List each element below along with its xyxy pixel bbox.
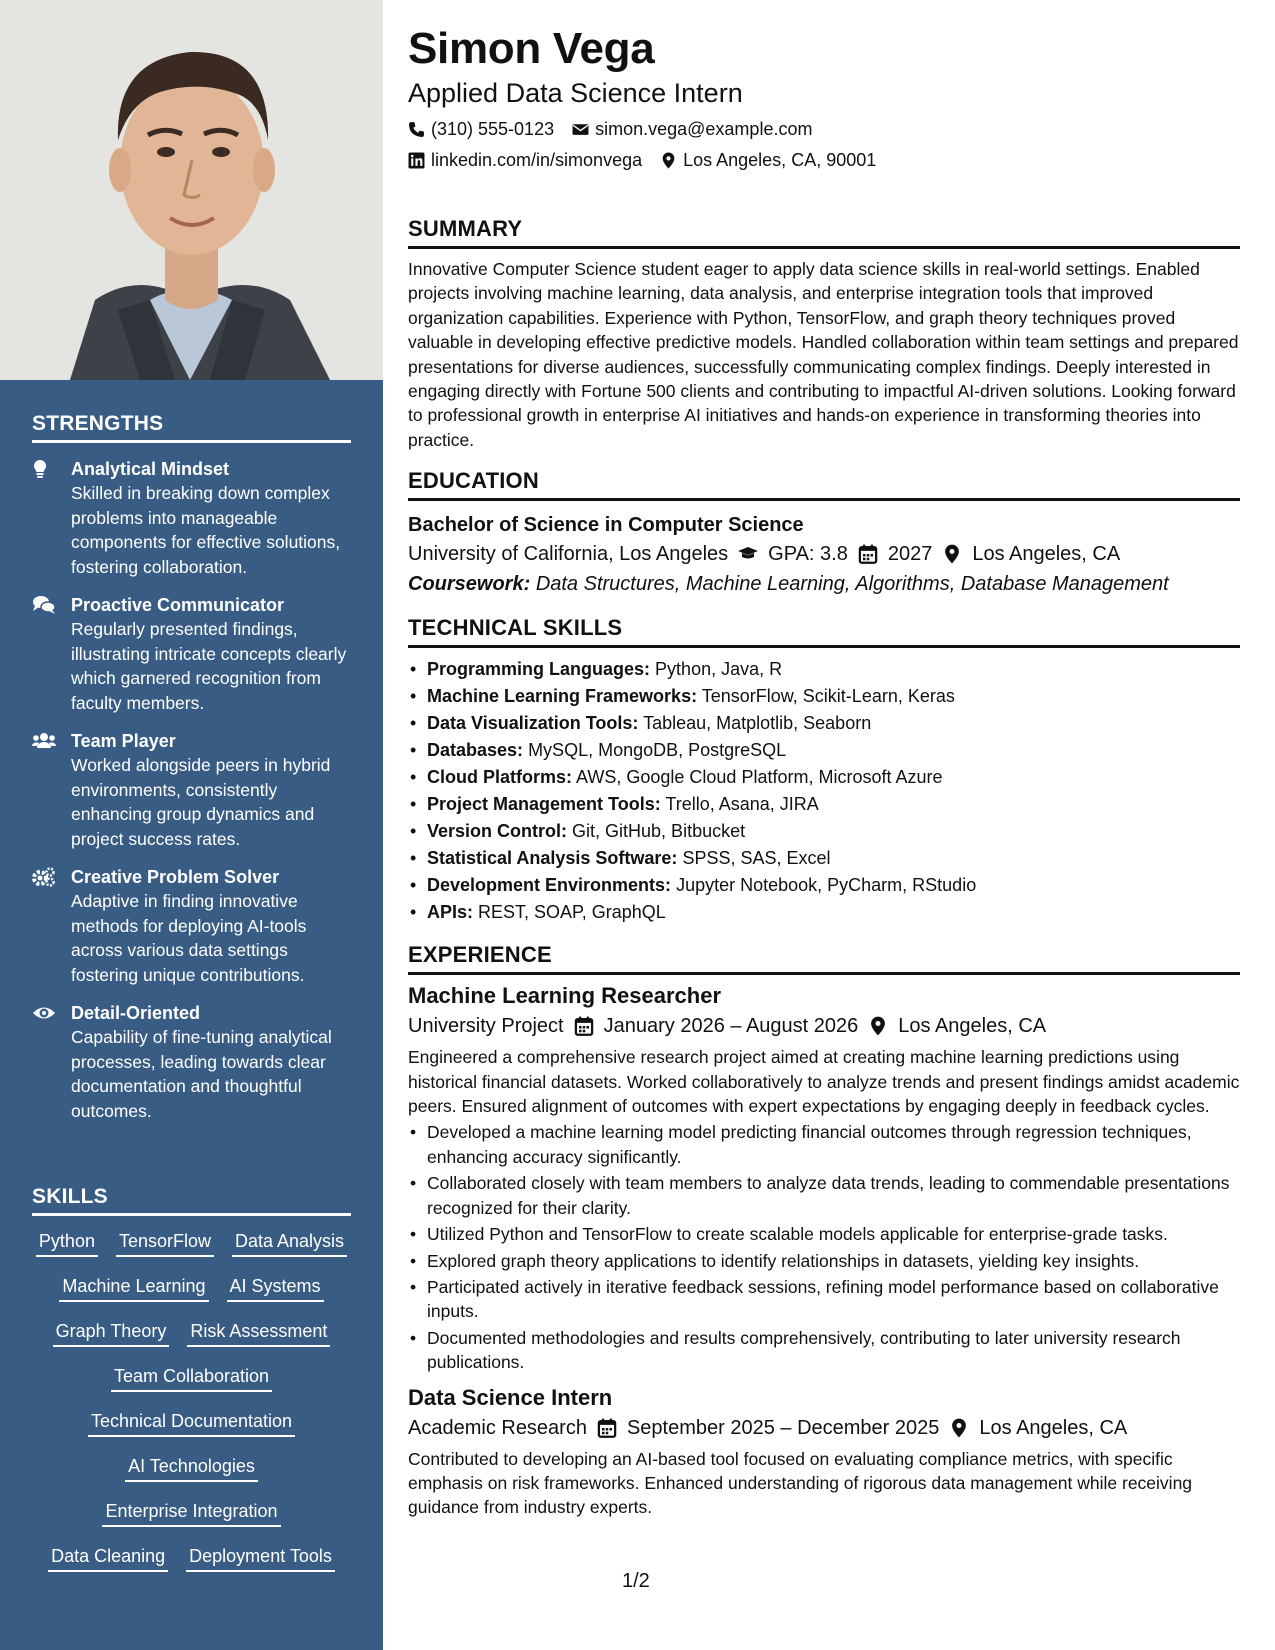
skill-values: Python, Java, R xyxy=(655,659,783,680)
summary-heading: SUMMARY xyxy=(408,216,1240,249)
list-item xyxy=(408,899,1240,926)
list-item xyxy=(408,791,1240,818)
comments-icon xyxy=(32,595,56,615)
list-item xyxy=(408,683,1240,710)
calendar-icon xyxy=(858,544,878,564)
candidate-role: Applied Data Science Intern xyxy=(408,78,743,108)
skill-category: Project Management Tools: xyxy=(427,794,661,815)
job-meta xyxy=(408,1413,1240,1443)
lightbulb-icon xyxy=(32,459,56,479)
skill-tag: Data Cleaning xyxy=(48,1545,168,1572)
strength-text: Skilled in breaking down complex problems into manageable components for effective solutions, fostering collaboration. xyxy=(71,483,341,577)
list-item: • Collaborated closely with team members to analyze data trends, leading to commendable presentations recognized for their clarity. xyxy=(408,1171,1240,1220)
job-description: Engineered a comprehensive research project aimed at creating machine learning predictions using historical financial datasets. Worked collaboratively to analyze trends and present findings amidst academic peers. Ensured alignment of outcomes with expert expectations by engaging deeply in feedback cycles. xyxy=(408,1047,1240,1117)
skill-tag: TensorFlow xyxy=(116,1230,214,1257)
map-pin-icon xyxy=(949,1418,969,1438)
location-text: Los Angeles, CA, 90001 xyxy=(683,150,877,170)
map-pin-icon xyxy=(868,1016,888,1036)
skill-values: SPSS, SAS, Excel xyxy=(682,848,831,869)
strength-title: Detail-Oriented xyxy=(71,1003,201,1023)
skill-category: Databases: xyxy=(427,740,524,761)
profile-photo xyxy=(0,0,383,380)
gears-icon xyxy=(32,867,56,887)
phone-text: (310) 555-0123 xyxy=(431,119,555,139)
map-pin-icon xyxy=(660,152,677,169)
job-org: Academic Research xyxy=(408,1416,587,1439)
skill-values: Trello, Asana, JIRA xyxy=(665,794,819,815)
job-meta xyxy=(408,1011,1240,1041)
technical-skills-list xyxy=(408,656,1240,926)
skill-category: Machine Learning Frameworks: xyxy=(427,686,698,707)
year-text: 2027 xyxy=(887,543,933,566)
strength-title: Team Player xyxy=(71,731,176,751)
skill-category: Development Environments: xyxy=(427,875,672,896)
email-contact[interactable] xyxy=(572,117,812,141)
skill-category: Cloud Platforms: xyxy=(427,767,573,788)
main-content xyxy=(408,22,1240,1520)
skill-values: TensorFlow, Scikit-Learn, Keras xyxy=(701,686,955,707)
job-entry xyxy=(408,981,1240,1374)
education-section xyxy=(408,468,1240,599)
coursework-text: Data Structures, Machine Learning, Algorithms, Database Management xyxy=(535,573,1169,596)
skill-values: AWS, Google Cloud Platform, Microsoft Azure xyxy=(576,767,943,788)
email-text: simon.vega@example.com xyxy=(595,119,813,139)
skill-tag: Deployment Tools xyxy=(186,1545,335,1572)
list-item xyxy=(408,656,1240,683)
skill-category: APIs: xyxy=(427,902,474,923)
skill-category: Version Control: xyxy=(427,821,568,842)
linkedin-contact[interactable] xyxy=(408,148,642,172)
education-heading: EDUCATION xyxy=(408,468,1240,501)
skill-tag: AI Systems xyxy=(227,1275,324,1302)
year-item xyxy=(858,539,933,569)
skills-heading: SKILLS xyxy=(32,1185,351,1216)
users-icon xyxy=(32,731,56,751)
contact-row xyxy=(408,117,1240,141)
edu-location-text: Los Angeles, CA xyxy=(972,543,1121,566)
job-location-item xyxy=(949,1413,1127,1443)
skill-tag: Enterprise Integration xyxy=(102,1500,280,1527)
skill-tag: AI Technologies xyxy=(125,1455,258,1482)
experience-section xyxy=(408,942,1240,1520)
skill-category: Data Visualization Tools: xyxy=(427,713,639,734)
job-dates: September 2025 – December 2025 xyxy=(626,1416,940,1439)
graduation-cap-icon xyxy=(738,544,758,564)
skill-tag: Python xyxy=(36,1230,98,1257)
skill-values: MySQL, MongoDB, PostgreSQL xyxy=(528,740,787,761)
strength-text: Regularly presented findings, illustrating intricate concepts clearly which garnered recognition from faculty members. xyxy=(71,619,347,713)
map-pin-icon xyxy=(942,544,962,564)
summary-text: Innovative Computer Science student eager to apply data science skills in real-world settings. Enabled projects involving machine learning, data analysis, and enterprise integration tools that improved organization capabilities. Experience with Python, TensorFlow, and graph theory techniques proved valuable in developing effective predictive models. Handled collaboration within team settings and prepared presentations for diverse audiences, successfully communicating complex findings. Deeply interested in engaging directly with Fortune 500 clients and contributing to impactful AI-driven solutions. Looking forward to professional growth in enterprise AI initiatives and hands-on experience in transforming theories into practice. xyxy=(408,259,1239,450)
list-item: • Developed a machine learning model predicting financial outcomes through regression techniques, enhancing accuracy significantly. xyxy=(408,1120,1240,1169)
phone-icon xyxy=(408,121,425,138)
job-location: Los Angeles, CA xyxy=(898,1015,1047,1038)
skill-values: REST, SOAP, GraphQL xyxy=(478,902,666,923)
list-item xyxy=(408,737,1240,764)
coursework-label: Coursework: xyxy=(408,573,531,596)
education-meta xyxy=(408,539,1240,569)
school-name: University of California, Los Angeles xyxy=(408,543,729,566)
skill-values: Tableau, Matplotlib, Seaborn xyxy=(643,713,872,734)
strength-text: Adaptive in finding innovative methods for deploying AI-tools across various data settings fostering unique contributions. xyxy=(71,891,307,985)
strength-title: Proactive Communicator xyxy=(71,595,285,615)
strength-title: Analytical Mindset xyxy=(71,459,230,479)
job-dates-item xyxy=(574,1011,859,1041)
list-item xyxy=(408,845,1240,872)
technical-skills-heading: TECHNICAL SKILLS xyxy=(408,615,1240,648)
job-location: Los Angeles, CA xyxy=(979,1416,1128,1439)
candidate-name: Simon Vega xyxy=(408,24,655,73)
job-dates: January 2026 – August 2026 xyxy=(603,1015,859,1038)
skill-tag: Data Analysis xyxy=(232,1230,347,1257)
linkedin-text: linkedin.com/in/simonvega xyxy=(431,150,643,170)
linkedin-icon xyxy=(408,152,425,169)
list-item xyxy=(408,872,1240,899)
edu-location-item xyxy=(942,539,1120,569)
job-bullets xyxy=(408,1120,1240,1374)
skill-tag: Risk Assessment xyxy=(187,1320,330,1347)
skill-tag: Machine Learning xyxy=(59,1275,208,1302)
skill-values: Jupyter Notebook, PyCharm, RStudio xyxy=(676,875,977,896)
calendar-icon xyxy=(574,1016,594,1036)
skill-tag: Graph Theory xyxy=(53,1320,170,1347)
calendar-icon xyxy=(597,1418,617,1438)
portrait-illustration xyxy=(0,0,383,380)
strengths-heading: STRENGTHS xyxy=(32,412,351,443)
phone-contact[interactable] xyxy=(408,117,554,141)
strengths-section xyxy=(32,412,351,1123)
strength-title: Creative Problem Solver xyxy=(71,867,280,887)
envelope-icon xyxy=(572,121,589,138)
job-description: Contributed to developing an AI-based tool focused on evaluating compliance metrics, with specific emphasis on risk frameworks. Enhanced understanding of rigorous data management while receiving guidance from industry experts. xyxy=(408,1448,1193,1518)
strength-text: Worked alongside peers in hybrid environments, consistently enhancing group dynamics and project success rates. xyxy=(71,755,331,849)
strength-item xyxy=(32,1001,351,1123)
location-contact xyxy=(660,148,876,172)
skills-section xyxy=(32,1185,351,1590)
list-item: • Explored graph theory applications to identify relationships in datasets, yielding key insights. xyxy=(408,1249,1240,1273)
skill-values: Git, GitHub, Bitbucket xyxy=(572,821,746,842)
list-item: • Participated actively in iterative feedback sessions, refining model performance based on collaborative inputs. xyxy=(408,1275,1240,1324)
sidebar xyxy=(0,0,383,1650)
skill-category: Programming Languages: xyxy=(427,659,651,680)
list-item xyxy=(408,818,1240,845)
gpa-item xyxy=(738,539,848,569)
skill-tag: Technical Documentation xyxy=(88,1410,295,1437)
skill-category: Statistical Analysis Software: xyxy=(427,848,678,869)
job-location-item xyxy=(868,1011,1046,1041)
list-item xyxy=(408,764,1240,791)
list-item xyxy=(408,710,1240,737)
strength-item xyxy=(32,457,351,579)
gpa-text: GPA: 3.8 xyxy=(768,543,848,566)
strength-item xyxy=(32,729,351,851)
technical-skills-section xyxy=(408,615,1240,926)
strength-text: Capability of fine-tuning analytical processes, leading towards clear documentation and thoughtful outcomes. xyxy=(71,1027,332,1121)
degree-title: Bachelor of Science in Computer Science xyxy=(408,514,804,537)
page-number: 1/2 xyxy=(622,1570,650,1592)
list-item: • Documented methodologies and results comprehensively, contributing to later university research publications. xyxy=(408,1326,1240,1375)
skill-tags xyxy=(32,1230,351,1572)
experience-heading: EXPERIENCE xyxy=(408,942,1240,975)
job-dates-item xyxy=(597,1413,939,1443)
strength-item xyxy=(32,865,351,987)
strength-item xyxy=(32,593,351,715)
job-title: Data Science Intern xyxy=(408,1384,613,1410)
contact-row xyxy=(408,148,1240,172)
job-title: Machine Learning Researcher xyxy=(408,983,722,1009)
coursework xyxy=(408,569,1240,599)
job-entry xyxy=(408,1383,1240,1520)
skill-tag: Team Collaboration xyxy=(111,1365,272,1392)
summary-section xyxy=(408,216,1240,452)
list-item: • Utilized Python and TensorFlow to create scalable models applicable for enterprise-grade tasks. xyxy=(408,1222,1240,1246)
eye-icon xyxy=(32,1003,56,1023)
job-org: University Project xyxy=(408,1015,564,1038)
